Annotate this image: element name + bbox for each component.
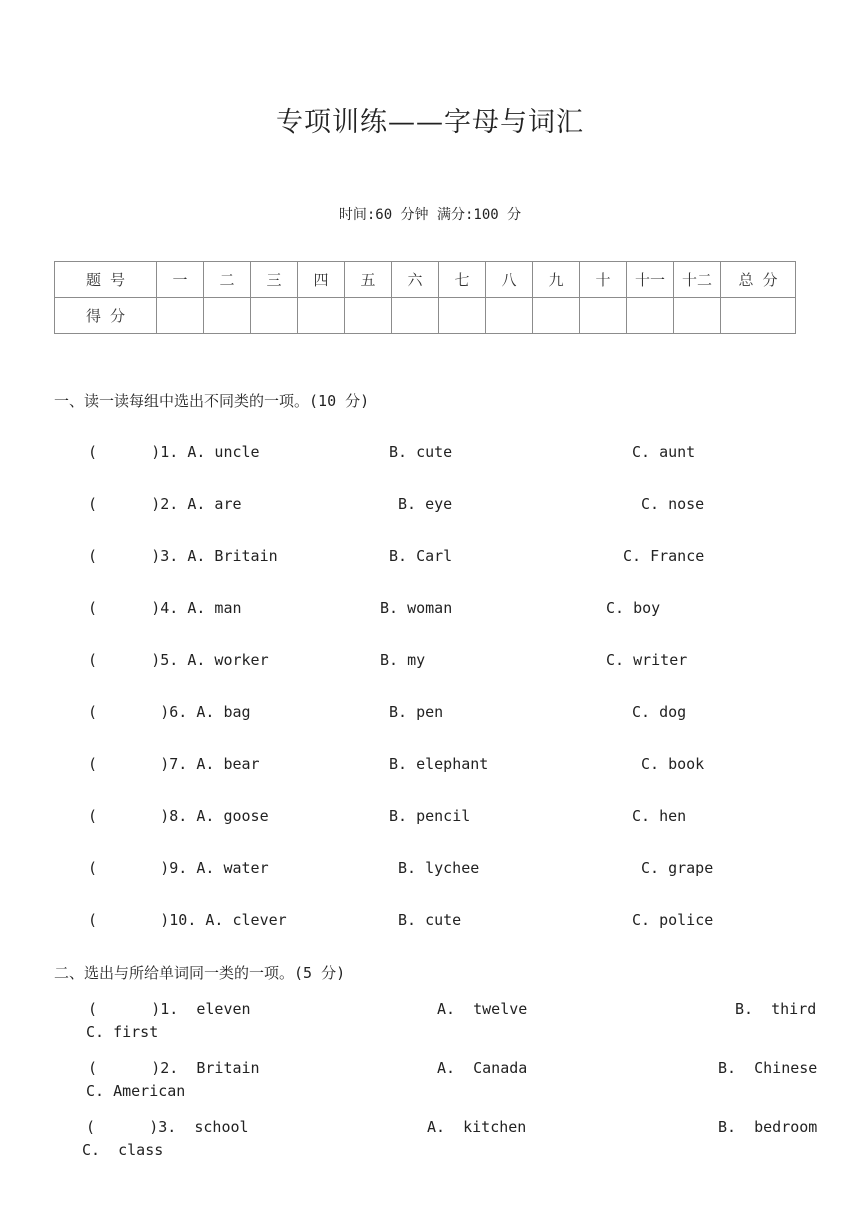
s1-q2-stem: ( )2. A. are [88, 495, 242, 513]
page-title: 专项训练——字母与词汇 [276, 107, 584, 138]
score-cell[interactable] [204, 298, 251, 334]
header-cell: 六 [392, 262, 439, 298]
header-cell: 七 [439, 262, 486, 298]
s1-q6-option-c: C. dog [632, 703, 687, 721]
s2-q1-option-a: A. twelve [437, 1000, 528, 1018]
s1-q7-stem: ( )7. A. bear [88, 755, 260, 773]
header-cell: 十 [580, 262, 627, 298]
s2-q3-option-c: C. class [82, 1141, 164, 1159]
score-cell[interactable] [439, 298, 486, 334]
s1-q5-stem: ( )5. A. worker [88, 651, 269, 669]
exam-info: 时间:60 分钟 满分:100 分 [338, 207, 522, 223]
s2-q1-option-b: B. third [735, 1000, 817, 1018]
s1-q8-stem: ( )8. A. goose [88, 807, 269, 825]
score-table-score-row [55, 298, 796, 334]
s1-q1-option-b: B. cute [389, 443, 453, 461]
score-cell[interactable] [392, 298, 439, 334]
s1-q7-option-c: C. book [641, 755, 705, 773]
s2-q1-stem: ( )1. eleven [88, 1000, 251, 1018]
header-cell: 八 [486, 262, 533, 298]
s2-q1-option-c: C. first [86, 1023, 159, 1041]
score-table-header-row [55, 262, 796, 298]
s1-q7-option-b: B. elephant [389, 755, 489, 773]
score-cell[interactable] [251, 298, 298, 334]
s1-q6-option-b: B. pen [389, 703, 444, 721]
score-cell[interactable] [298, 298, 345, 334]
s2-q2-option-c: C. American [86, 1082, 186, 1100]
section2-heading: 二、选出与所给单词同一类的一项。(5 分) [54, 964, 346, 982]
s1-q4-stem: ( )4. A. man [88, 599, 242, 617]
s2-q3-stem: ( )3. school [86, 1118, 249, 1136]
s1-q4-option-c: C. boy [606, 599, 661, 617]
header-cell: 题 号 [55, 262, 157, 298]
s1-q1-option-c: C. aunt [632, 443, 696, 461]
s1-q3-option-c: C. France [623, 547, 705, 565]
s1-q4-option-b: B. woman [380, 599, 453, 617]
score-cell[interactable] [345, 298, 392, 334]
score-cell[interactable] [674, 298, 721, 334]
s1-q2-option-c: C. nose [641, 495, 705, 513]
header-cell: 十二 [674, 262, 721, 298]
s1-q8-option-c: C. hen [632, 807, 687, 825]
header-cell: 九 [533, 262, 580, 298]
s1-q2-option-b: B. eye [398, 495, 453, 513]
header-cell: 五 [345, 262, 392, 298]
section1-heading: 一、读一读每组中选出不同类的一项。(10 分) [54, 392, 370, 410]
header-cell: 总 分 [721, 262, 796, 298]
header-cell: 一 [157, 262, 204, 298]
s1-q10-stem: ( )10. A. clever [88, 911, 287, 929]
score-cell[interactable] [533, 298, 580, 334]
s1-q1-stem: ( )1. A. uncle [88, 443, 260, 461]
s1-q3-option-b: B. Carl [389, 547, 453, 565]
header-cell: 二 [204, 262, 251, 298]
s1-q5-option-c: C. writer [606, 651, 688, 669]
score-cell[interactable] [580, 298, 627, 334]
header-cell: 四 [298, 262, 345, 298]
score-cell[interactable] [486, 298, 533, 334]
s2-q3-option-a: A. kitchen [427, 1118, 527, 1136]
s2-q3-option-b: B. bedroom [718, 1118, 818, 1136]
score-cell[interactable] [721, 298, 796, 334]
s1-q9-stem: ( )9. A. water [88, 859, 269, 877]
header-cell: 十一 [627, 262, 674, 298]
score-cell[interactable] [627, 298, 674, 334]
s1-q9-option-c: C. grape [641, 859, 714, 877]
score-cell[interactable] [157, 298, 204, 334]
s1-q10-option-c: C. police [632, 911, 714, 929]
score-row-label: 得 分 [55, 298, 157, 334]
s1-q6-stem: ( )6. A. bag [88, 703, 251, 721]
s2-q2-option-a: A. Canada [437, 1059, 528, 1077]
header-cell: 三 [251, 262, 298, 298]
s1-q9-option-b: B. lychee [398, 859, 480, 877]
score-table [54, 261, 796, 334]
s1-q10-option-b: B. cute [398, 911, 462, 929]
s2-q2-stem: ( )2. Britain [88, 1059, 260, 1077]
s1-q3-stem: ( )3. A. Britain [88, 547, 278, 565]
s1-q5-option-b: B. my [380, 651, 426, 669]
s2-q2-option-b: B. Chinese [718, 1059, 818, 1077]
s1-q8-option-b: B. pencil [389, 807, 471, 825]
